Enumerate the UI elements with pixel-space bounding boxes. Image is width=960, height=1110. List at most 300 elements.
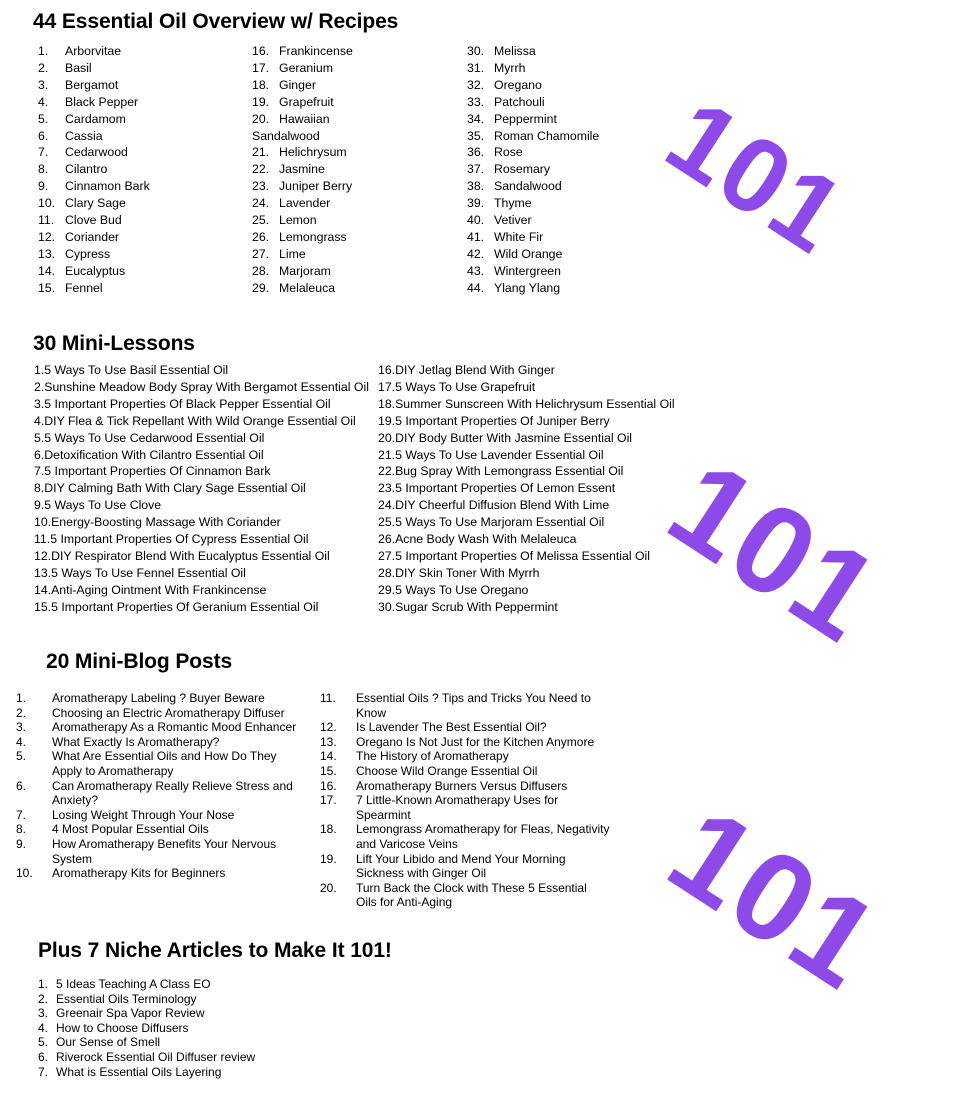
list-item [16,705,304,721]
list-item-label: 7 Little-Known Aromatherapy Uses for Spearmint [356,793,559,822]
list-item-label: Clove Bud [65,213,122,228]
list-item-number: 32. [467,77,485,92]
list-item-label: Sunshine Meadow Body Spray With Bergamot Essential Oil [44,379,369,394]
list-item-label: 5 Ways To Use Fennel Essential Oil [51,565,246,580]
list-item-number: 31. [467,60,485,75]
list-item-label: Cardamom [65,111,126,126]
list-item-number: 29. [252,280,270,295]
list-item-label: How Aromatherapy Benefits Your Nervous System [52,836,277,866]
list-item-label: Lift Your Libido and Mend Your Morning Sickness with Ginger Oil [356,851,566,881]
list-item-label: Hawaiian Sandalwood [252,111,330,143]
list-item-number: 5. [34,430,45,445]
list-item-number: 2. [16,705,27,720]
list-item-label: Aromatherapy As a Romantic Mood Enhancer [52,720,297,735]
list-item [378,480,678,497]
list-item-label: Clary Sage [65,196,126,211]
list-item-label: Peppermint [494,111,557,126]
list-item-label: 5 Ways To Use Basil Essential Oil [44,363,229,377]
list-item [34,514,374,531]
list-item-label: Lemongrass [279,229,347,244]
list-item-label: 5 Ways To Use Clove [44,498,162,513]
list-item [467,280,667,297]
list-item-label: White Fir [494,229,544,244]
list-item [467,77,667,94]
list-item [252,212,452,229]
list-item-number: 18. [320,822,337,837]
list-item-number: 12. [34,548,52,563]
list-item-number: 24. [252,196,270,211]
blog-section-title: 20 Mini-Blog Posts [46,650,233,673]
list-item-label: Aromatherapy Kits for Beginners [52,866,226,881]
list-item-number: 6. [38,1049,49,1064]
list-item [34,599,374,616]
list-item-number: 5. [38,1035,49,1050]
list-item-label: Lemongrass Aromatherapy for Fleas, Negativity and Varicose Veins [356,822,610,851]
badge-101-top: 101 [646,76,866,276]
list-item-label: The History of Aromatherapy [356,749,509,764]
list-item-label: 5 Ways To Use Oregano [395,582,529,597]
list-item [467,43,667,60]
list-item-label: Can Aromatherapy Really Relieve Stress and Anxiety? [52,778,293,808]
list-item [467,111,667,128]
list-item [34,379,374,396]
list-item [378,463,678,480]
list-item [38,1050,298,1065]
list-item [320,851,610,881]
list-item-number: 4. [34,413,45,428]
list-item [252,246,452,263]
list-item-number: 37. [467,162,485,177]
list-item [252,60,452,77]
list-item [34,565,374,582]
list-item-label: 5 Important Properties Of Lemon Essent [395,481,616,496]
list-item [378,565,678,582]
list-item [252,77,452,94]
list-item-number: 41. [467,229,485,244]
list-item-label: DIY Body Butter With Jasmine Essential Oil [395,430,633,445]
list-item-number: 11. [320,691,336,705]
list-item-label: Detoxification With Cilantro Essential Oil [44,447,264,462]
list-item-label: Vetiver [494,213,532,228]
list-item-label: DIY Flea & Tick Repellant With Wild Orange Essential Oil [44,413,356,428]
list-item-number: 6. [38,128,49,143]
list-item [34,480,374,497]
list-item-number: 2. [38,60,49,75]
list-item-number: 25. [252,213,270,228]
list-item-label: Anti-Aging Ointment With Frankincense [51,582,267,597]
list-item-number: 3. [16,720,27,735]
list-item [252,280,452,297]
list-item-number: 4. [38,94,49,109]
list-item [378,599,678,616]
list-item-label: Riverock Essential Oil Diffuser review [56,1049,256,1064]
list-item-number: 2. [38,991,49,1006]
list-item-number: 24. [378,498,396,513]
list-item-number: 8. [16,822,27,837]
list-item-number: 40. [467,213,485,228]
list-item-label: Frankincense [279,44,353,58]
list-item-number: 43. [467,263,485,278]
list-item [252,94,452,111]
list-item [38,229,248,246]
list-item [38,60,248,77]
list-item-label: 5 Ways To Use Lavender Essential Oil [395,447,604,462]
list-item [34,430,374,447]
list-item-number: 22. [378,464,396,479]
list-item-number: 9. [34,498,45,513]
list-item [16,691,304,706]
list-item-number: 6. [34,447,45,462]
list-item-number: 13. [320,734,337,749]
list-item-number: 18. [252,77,270,92]
list-item-label: Sugar Scrub With Peppermint [395,599,558,614]
list-item-number: 26. [252,229,270,244]
list-item [320,763,610,779]
list-item-label: Energy-Boosting Massage With Coriander [51,515,281,530]
list-item [320,793,610,822]
list-item-number: 3. [38,77,49,92]
list-item [34,463,374,480]
list-item-label: Roman Chamomile [494,128,600,143]
list-item-number: 11. [34,532,51,547]
list-item [16,836,304,866]
list-item-number: 17. [378,379,396,394]
list-item-label: 5 Important Properties Of Geranium Essential Oil [51,599,319,614]
lessons-list-col-2 [378,362,678,616]
list-item-label: Oregano [494,77,542,92]
list-item [38,161,248,178]
oils-section-title: 44 Essential Oil Overview w/ Recipes [33,10,399,33]
list-item [467,178,667,195]
list-item-number: 27. [378,548,396,563]
list-item-number: 1. [34,363,45,377]
list-item [16,866,304,881]
list-item-number: 2. [34,379,45,394]
list-item [467,195,667,212]
list-item [16,807,304,823]
list-item-label: Aromatherapy Burners Versus Diffusers [356,778,568,793]
list-item-label: Choosing an Electric Aromatherapy Diffuser [52,705,285,720]
list-item-number: 17. [320,793,337,808]
list-item-number: 14. [320,749,337,764]
list-item [38,1065,298,1080]
list-item-label: Wintergreen [494,263,561,278]
list-item-label: Greenair Spa Vapor Review [56,1006,205,1021]
list-item-label: Choose Wild Orange Essential Oil [356,763,538,778]
list-item [378,447,678,464]
list-item-label: Melissa [494,44,536,58]
list-item-number: 36. [467,145,485,160]
list-item-number: 1. [38,44,49,58]
list-item-number: 18. [378,396,396,411]
list-item-number: 39. [467,196,485,211]
list-item [378,548,678,565]
list-item-label: Melaleuca [279,280,336,295]
list-item-label: 5 Important Properties Of Black Pepper Essential Oil [44,396,331,411]
list-item-number: 20. [378,430,396,445]
list-item-label: Jasmine [279,162,325,177]
niche-section-title: Plus 7 Niche Articles to Make It 101! [38,939,392,962]
list-item [16,734,304,750]
list-item-number: 26. [378,532,396,547]
list-item-number: 7. [38,1064,49,1079]
list-item-number: 44. [467,280,485,295]
list-item [378,379,678,396]
list-item [320,734,610,750]
list-item-number: 12. [320,720,337,735]
list-item-label: Geranium [279,60,333,75]
list-item [467,144,667,161]
list-item-label: Marjoram [279,263,331,278]
list-item-number: 21. [252,145,270,160]
list-item [38,144,248,161]
list-item-label: Grapefruit [279,94,334,109]
list-item-number: 23. [378,481,396,496]
list-item-label: Fennel [65,280,103,295]
list-item [378,362,678,379]
list-item [34,362,374,379]
blog-list-col-1 [16,691,304,881]
list-item-number: 6. [16,778,27,793]
list-item-label: 5 Important Properties Of Cinnamon Bark [44,464,271,479]
list-item-number: 28. [252,263,270,278]
list-item-label: 4 Most Popular Essential Oils [52,822,209,837]
list-item-label: 5 Important Properties Of Cypress Essential Oil [50,532,309,547]
list-item-label: DIY Respirator Blend With Eucalyptus Essential Oil [51,548,330,563]
list-item [16,749,304,778]
list-item-number: 38. [467,179,485,194]
oils-list-col-2 [252,43,452,297]
list-item-number: 21. [378,447,396,462]
list-item [252,195,452,212]
list-item-label: Bergamot [65,77,119,92]
list-item [467,161,667,178]
list-item-label: What Are Essential Oils and How Do They Apply to Aromatherapy [52,749,277,778]
list-item [34,531,374,548]
list-item-label: Essential Oils Terminology [56,991,197,1006]
list-item-label: 5 Ways To Use Marjoram Essential Oil [395,515,605,530]
list-item [38,1035,298,1050]
list-item-label: Ginger [279,77,316,92]
list-item [378,531,678,548]
list-item [34,396,374,413]
list-item-number: 7. [16,807,27,822]
list-item-number: 30. [467,44,485,58]
oils-list-col-3 [467,43,667,297]
list-item-label: Basil [65,60,92,75]
list-item-label: Essential Oils ? Tips and Tricks You Need to Know [356,691,591,720]
list-item-number: 3. [38,1006,49,1021]
list-item-label: Lime [279,246,306,261]
list-item-number: 15. [38,280,56,295]
list-item [34,447,374,464]
list-item [467,128,667,145]
list-item-label: Losing Weight Through Your Nose [52,807,235,822]
list-item-label: 5 Ideas Teaching A Class EO [56,977,211,991]
list-item-number: 8. [38,162,49,177]
list-item-number: 34. [467,111,485,126]
list-item [320,778,610,794]
list-item-number: 14. [38,263,56,278]
list-item-number: 5. [16,749,27,764]
list-item-number: 10. [16,866,33,881]
list-item [320,691,610,720]
list-item-number: 10. [38,196,56,211]
list-item [378,430,678,447]
list-item [38,280,248,297]
list-item-number: 13. [38,246,56,261]
list-item [467,94,667,111]
list-item-label: What Exactly Is Aromatherapy? [52,734,220,749]
list-item-number: 16. [252,44,270,58]
list-item-number: 19. [252,94,270,109]
list-item-number: 23. [252,179,270,194]
list-item [34,413,374,430]
list-item [38,977,298,992]
list-item [38,263,248,280]
list-item-label: Cedarwood [65,145,128,160]
list-item-number: 20. [252,111,270,126]
list-item-number: 16. [378,363,396,377]
list-item-number: 35. [467,128,485,143]
list-item-number: 28. [378,565,396,580]
list-item-label: DIY Skin Toner With Myrrh [395,565,540,580]
list-item-number: 30. [378,599,396,614]
list-item [467,263,667,280]
list-item-number: 8. [34,481,45,496]
badge-101-bottom: 101 [646,780,904,1016]
list-item [252,263,452,280]
list-item [252,161,452,178]
lessons-section-title: 30 Mini-Lessons [33,332,195,355]
list-item-label: DIY Jetlag Blend With Ginger [395,363,555,377]
list-item-label: Wild Orange [494,246,563,261]
list-item-number: 16. [320,778,337,793]
list-item-label: Ylang Ylang [494,280,561,295]
list-item-number: 15. [34,599,52,614]
list-item-label: Bug Spray With Lemongrass Essential Oil [395,464,624,479]
list-item [34,548,374,565]
list-item [38,128,248,145]
list-item [467,229,667,246]
list-item-label: DIY Cheerful Diffusion Blend With Lime [395,498,610,513]
list-item-number: 10. [34,515,52,530]
list-item-label: Coriander [65,229,119,244]
list-item-number: 20. [320,880,337,895]
list-item-number: 9. [38,179,49,194]
list-item [38,212,248,229]
niche-list [38,977,298,1079]
list-item-number: 5. [38,111,49,126]
list-item-label: Cassia [65,128,103,143]
list-item-label: Rose [494,145,523,160]
list-item-label: Black Pepper [65,94,139,109]
list-item [467,60,667,77]
list-item [378,582,678,599]
list-item-number: 19. [378,413,396,428]
list-item [38,246,248,263]
list-item [38,111,248,128]
list-item [320,749,610,764]
list-item-number: 1. [38,977,49,991]
badge-101-middle: 101 [646,433,904,669]
list-item-label: Turn Back the Clock with These 5 Essential Oils for Anti-Aging [356,880,587,910]
list-item-number: 3. [34,396,45,411]
list-item-label: Is Lavender The Best Essential Oil? [356,720,547,735]
list-item [16,720,304,735]
list-item-label: Myrrh [494,60,526,75]
list-item-label: Lavender [279,196,331,211]
list-item [320,822,610,851]
list-item-number: 29. [378,582,396,597]
list-item-label: Oregano Is Not Just for the Kitchen Anymore [356,734,595,749]
list-item-number: 7. [38,145,49,160]
list-item-number: 9. [16,836,27,851]
list-item [252,43,452,60]
lessons-list-col-1 [34,362,374,616]
list-item [38,992,298,1007]
list-item-number: 1. [16,691,27,705]
list-item [378,514,678,531]
list-item [378,413,678,430]
list-item [320,720,610,735]
list-item [38,195,248,212]
list-item [34,497,374,514]
list-item-label: How to Choose Diffusers [56,1020,189,1035]
list-item-label: Patchouli [494,94,545,109]
list-item-label: DIY Calming Bath With Clary Sage Essential Oil [44,481,306,496]
list-item [252,144,452,161]
list-item-label: 5 Important Properties Of Juniper Berry [395,413,610,428]
list-item-label: Rosemary [494,162,551,177]
list-item [16,778,304,808]
list-item [467,212,667,229]
blog-list-col-2 [320,691,610,910]
list-item-label: Sandalwood [494,179,562,194]
list-item-label: 5 Important Properties Of Melissa Essential Oil [395,548,651,563]
list-item-number: 14. [34,582,52,597]
list-item-label: Thyme [494,196,532,211]
list-item [38,1021,298,1036]
list-item [38,94,248,111]
list-item-label: Lemon [279,213,317,228]
list-item [378,396,678,413]
list-item [252,111,347,145]
list-item [320,880,610,910]
list-item-label: Acne Body Wash With Melaleuca [395,532,577,547]
list-item-label: Juniper Berry [279,179,353,194]
list-item-label: Summer Sunscreen With Helichrysum Essential Oil [395,396,675,411]
list-item-label: Cilantro [65,162,108,177]
list-item-number: 17. [252,60,270,75]
list-item-number: 25. [378,515,396,530]
list-item-number: 42. [467,246,485,261]
list-item-number: 19. [320,851,337,866]
list-item-label: Our Sense of Smell [56,1035,161,1050]
list-item [38,1006,298,1021]
list-item [34,582,374,599]
oils-list-col-1 [38,43,248,297]
list-item [38,178,248,195]
list-item-label: 5 Ways To Use Cedarwood Essential Oil [44,430,265,445]
list-item-label: Eucalyptus [65,263,126,278]
list-item-number: 7. [34,464,45,479]
list-item [252,178,452,195]
list-item-number: 4. [38,1020,49,1035]
list-item-number: 22. [252,162,270,177]
list-item-number: 27. [252,246,270,261]
list-item-label: Arborvitae [65,44,122,58]
